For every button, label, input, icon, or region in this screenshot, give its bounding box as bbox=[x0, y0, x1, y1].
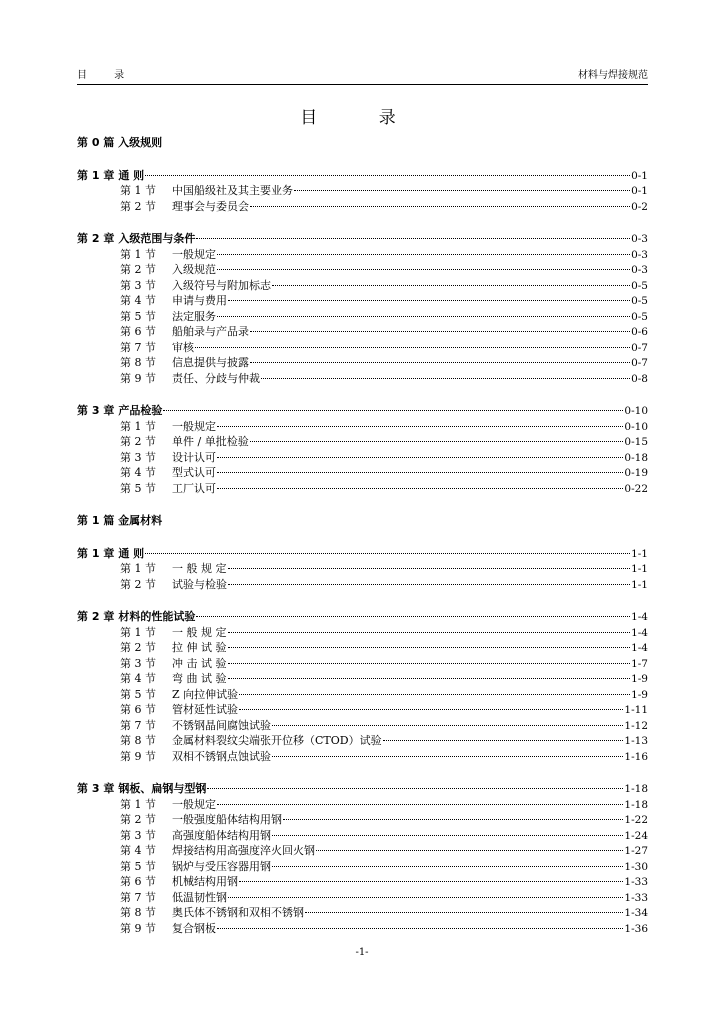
page-reference: 0-7 bbox=[631, 357, 648, 369]
chapter-number: 第 3 章 bbox=[77, 782, 115, 795]
section-number: 第 2 节 bbox=[120, 199, 156, 213]
page-reference: 0-7 bbox=[631, 341, 648, 354]
toc-chapter-entry[interactable] bbox=[77, 168, 648, 184]
toc-section-entry[interactable] bbox=[77, 812, 648, 828]
dot-leader bbox=[228, 632, 631, 633]
dot-leader bbox=[217, 316, 630, 317]
section-title: 申请与费用 bbox=[172, 294, 227, 307]
section-title: 工厂认可 bbox=[172, 481, 216, 495]
page-title: 目 录 bbox=[300, 108, 424, 128]
section-spacer bbox=[77, 214, 648, 231]
page-reference: 0-15 bbox=[624, 436, 648, 448]
dot-leader bbox=[217, 426, 623, 427]
toc-section-entry[interactable] bbox=[77, 309, 648, 325]
section-spacer bbox=[77, 764, 648, 781]
toc-section-entry[interactable] bbox=[77, 921, 648, 937]
toc-section-entry[interactable] bbox=[77, 687, 648, 703]
page-reference: 0-3 bbox=[631, 248, 648, 261]
page-reference: 1-9 bbox=[631, 688, 648, 701]
dot-leader bbox=[217, 472, 623, 473]
dot-leader bbox=[283, 819, 623, 820]
page-reference: 0-19 bbox=[624, 467, 648, 479]
page-number: -1- bbox=[355, 947, 369, 958]
dot-leader bbox=[195, 347, 630, 348]
section-number: 第 1 节 bbox=[120, 562, 156, 575]
section-title: 冲 击 试 验 bbox=[172, 656, 227, 670]
section-title: 入级规范 bbox=[172, 263, 216, 276]
page-reference: 0-5 bbox=[631, 295, 648, 307]
section-number: 第 9 节 bbox=[120, 749, 156, 763]
toc-section-entry[interactable] bbox=[77, 199, 648, 215]
page-reference: 1-24 bbox=[624, 829, 648, 842]
toc-chapter-entry[interactable] bbox=[77, 403, 648, 419]
chapter-title: 通 则 bbox=[118, 168, 145, 182]
section-number: 第 2 节 bbox=[120, 263, 156, 276]
toc-section-entry[interactable] bbox=[77, 183, 648, 199]
page-reference: 0-3 bbox=[631, 233, 648, 245]
dot-leader bbox=[228, 678, 631, 679]
section-number: 第 5 节 bbox=[120, 481, 156, 495]
page-reference: 1-1 bbox=[631, 563, 648, 575]
chapter-title: 钢板、扁钢与型钢 bbox=[118, 782, 207, 795]
toc-section-entry[interactable] bbox=[77, 843, 648, 859]
dot-leader bbox=[250, 331, 630, 332]
section-number: 第 3 节 bbox=[120, 450, 156, 464]
dot-leader bbox=[228, 584, 630, 585]
section-title: 责任、分歧与仲裁 bbox=[172, 371, 260, 385]
page-reference: 1-1 bbox=[631, 547, 648, 560]
section-number: 第 9 节 bbox=[120, 921, 156, 935]
section-title: 入级符号与附加标志 bbox=[172, 278, 271, 292]
section-number: 第 2 节 bbox=[120, 641, 156, 654]
section-number: 第 9 节 bbox=[120, 371, 156, 385]
dot-leader bbox=[228, 568, 631, 569]
dot-leader bbox=[217, 254, 630, 255]
section-title: 弯 曲 试 验 bbox=[172, 672, 227, 685]
section-number: 第 3 节 bbox=[120, 828, 156, 842]
dot-leader bbox=[250, 441, 624, 442]
dot-leader bbox=[145, 175, 630, 176]
section-number: 第 1 节 bbox=[120, 247, 156, 261]
section-title: 低温韧性钢 bbox=[172, 890, 227, 904]
section-title: 设计认可 bbox=[172, 450, 216, 464]
toc-section-entry[interactable] bbox=[77, 874, 648, 890]
page-reference: 0-10 bbox=[624, 420, 648, 433]
dot-leader bbox=[163, 410, 623, 411]
section-spacer bbox=[77, 496, 648, 513]
chapter-number: 第 2 章 bbox=[77, 610, 115, 623]
dot-leader bbox=[228, 663, 631, 664]
section-title: 不锈钢晶间腐蚀试验 bbox=[172, 718, 271, 732]
page-reference: 1-7 bbox=[631, 657, 648, 670]
page-reference: 1-4 bbox=[631, 626, 648, 639]
header-right-title: 材料与焊接规范 bbox=[578, 70, 648, 81]
section-number: 第 7 节 bbox=[120, 340, 156, 354]
dot-leader bbox=[261, 378, 630, 379]
section-number: 第 7 节 bbox=[120, 890, 156, 904]
section-title: 拉 伸 试 验 bbox=[172, 641, 227, 654]
page-reference: 1-33 bbox=[624, 891, 648, 904]
dot-leader bbox=[272, 725, 623, 726]
page-reference: 1-16 bbox=[624, 750, 648, 763]
section-number: 第 5 节 bbox=[120, 859, 156, 873]
page-reference: 1-33 bbox=[624, 876, 648, 888]
section-number: 第 6 节 bbox=[120, 875, 156, 888]
dot-leader bbox=[145, 553, 630, 554]
dot-leader bbox=[196, 238, 630, 239]
dot-leader bbox=[228, 897, 623, 898]
toc-section-entry[interactable] bbox=[77, 890, 648, 906]
toc-section-entry[interactable] bbox=[77, 419, 648, 435]
section-title: 单件 / 单批检验 bbox=[172, 435, 249, 448]
toc-section-entry[interactable] bbox=[77, 340, 648, 356]
toc-section-entry[interactable] bbox=[77, 702, 648, 718]
section-number: 第 4 节 bbox=[120, 672, 156, 685]
section-title: 法定服务 bbox=[172, 309, 216, 323]
toc-section-entry[interactable] bbox=[77, 293, 648, 309]
page-reference: 1-18 bbox=[624, 783, 648, 795]
chapter-number: 第 1 章 bbox=[77, 546, 115, 560]
section-title: 信息提供与披露 bbox=[172, 356, 249, 369]
section-number: 第 3 节 bbox=[120, 278, 156, 292]
section-title: 机械结构用钢 bbox=[172, 875, 238, 888]
page-reference: 0-10 bbox=[624, 405, 648, 417]
toc-section-entry[interactable] bbox=[77, 450, 648, 466]
section-title: 一 般 规 定 bbox=[172, 562, 227, 575]
toc-section-entry[interactable] bbox=[77, 733, 648, 749]
page-reference: 1-22 bbox=[624, 814, 648, 826]
section-spacer bbox=[77, 151, 648, 168]
page-reference: 0-5 bbox=[631, 279, 648, 292]
section-number: 第 4 节 bbox=[120, 466, 156, 479]
section-number: 第 1 节 bbox=[120, 625, 156, 639]
toc-section-entry[interactable] bbox=[77, 262, 648, 278]
section-number: 第 8 节 bbox=[120, 734, 156, 747]
toc-section-entry[interactable] bbox=[77, 905, 648, 921]
chapter-title: 材料的性能试验 bbox=[118, 610, 196, 623]
section-title: Z 向拉伸试验 bbox=[172, 687, 239, 701]
page-reference: 1-36 bbox=[624, 922, 648, 935]
dot-leader bbox=[250, 362, 630, 363]
page-reference: 0-2 bbox=[631, 200, 648, 213]
section-title: 船舶录与产品录 bbox=[172, 325, 249, 338]
dot-leader bbox=[316, 850, 623, 851]
section-title: 理事会与委员会 bbox=[172, 199, 249, 213]
chapter-number: 第 3 章 bbox=[77, 404, 115, 417]
part-heading: 第 1 篇 金属材料 bbox=[77, 514, 163, 527]
table-of-contents bbox=[77, 135, 648, 936]
dot-leader bbox=[228, 647, 631, 648]
toc-chapter-entry[interactable] bbox=[77, 609, 648, 625]
dot-leader bbox=[239, 881, 623, 882]
section-spacer bbox=[77, 386, 648, 403]
toc-section-entry[interactable] bbox=[77, 247, 648, 263]
section-spacer bbox=[77, 592, 648, 609]
section-title: 管材延性试验 bbox=[172, 703, 238, 716]
section-title: 一般规定 bbox=[172, 247, 216, 261]
section-number: 第 6 节 bbox=[120, 703, 156, 716]
section-title: 中国船级社及其主要业务 bbox=[172, 184, 293, 197]
section-title: 一 般 规 定 bbox=[172, 625, 227, 639]
section-title: 试验与检验 bbox=[172, 577, 227, 591]
section-title: 型式认可 bbox=[172, 466, 216, 479]
page-reference: 1-11 bbox=[624, 704, 648, 716]
toc-section-entry[interactable] bbox=[77, 481, 648, 497]
dot-leader bbox=[383, 740, 624, 741]
toc-section-entry[interactable] bbox=[77, 656, 648, 672]
dot-leader bbox=[207, 788, 623, 789]
dot-leader bbox=[272, 866, 623, 867]
dot-leader bbox=[305, 912, 623, 913]
section-title: 一般规定 bbox=[172, 797, 216, 811]
dot-leader bbox=[217, 457, 623, 458]
section-number: 第 4 节 bbox=[120, 844, 156, 857]
page-reference: 0-8 bbox=[631, 372, 648, 385]
section-number: 第 1 节 bbox=[120, 797, 156, 811]
section-title: 一般规定 bbox=[172, 419, 216, 433]
section-number: 第 5 节 bbox=[120, 309, 156, 323]
toc-section-entry[interactable] bbox=[77, 797, 648, 813]
toc-section-entry[interactable] bbox=[77, 671, 648, 687]
running-header bbox=[77, 70, 648, 85]
dot-leader bbox=[272, 285, 630, 286]
section-number: 第 3 节 bbox=[120, 656, 156, 670]
section-title: 复合钢板 bbox=[172, 921, 216, 935]
toc-section-entry[interactable] bbox=[77, 278, 648, 294]
section-title: 金属材料裂纹尖端张开位移（CTOD）试验 bbox=[172, 734, 382, 747]
toc-section-entry[interactable] bbox=[77, 828, 648, 844]
section-title: 审核 bbox=[172, 340, 194, 354]
chapter-title: 入级范围与条件 bbox=[118, 232, 196, 245]
section-title: 奥氏体不锈钢和双相不锈钢 bbox=[172, 906, 304, 919]
section-title: 焊接结构用高强度淬火回火钢 bbox=[172, 844, 315, 857]
section-number: 第 1 节 bbox=[120, 184, 156, 197]
toc-chapter-entry[interactable] bbox=[77, 231, 648, 247]
chapter-title: 通 则 bbox=[118, 546, 145, 560]
part-heading: 第 0 篇 入级规则 bbox=[77, 136, 163, 149]
dot-leader bbox=[239, 709, 623, 710]
section-title: 高强度船体结构用钢 bbox=[172, 828, 271, 842]
toc-section-entry[interactable] bbox=[77, 465, 648, 481]
section-number: 第 2 节 bbox=[120, 435, 156, 448]
dot-leader bbox=[228, 300, 630, 301]
section-title: 锅炉与受压容器用钢 bbox=[172, 859, 271, 873]
toc-section-entry[interactable] bbox=[77, 749, 648, 765]
section-number: 第 2 节 bbox=[120, 577, 156, 591]
page-reference: 1-18 bbox=[624, 798, 648, 811]
dot-leader bbox=[250, 206, 630, 207]
toc-section-entry[interactable] bbox=[77, 718, 648, 734]
chapter-title: 产品检验 bbox=[118, 404, 163, 417]
dot-leader bbox=[217, 928, 623, 929]
toc-section-entry[interactable] bbox=[77, 324, 648, 340]
dot-leader bbox=[217, 804, 623, 805]
toc-section-entry[interactable] bbox=[77, 561, 648, 577]
section-spacer bbox=[77, 529, 648, 546]
page-reference: 1-27 bbox=[624, 845, 648, 857]
chapter-number: 第 1 章 bbox=[77, 168, 115, 182]
dot-leader bbox=[294, 190, 630, 191]
header-left-title: 目 录 bbox=[77, 70, 137, 81]
section-number: 第 8 节 bbox=[120, 356, 156, 369]
section-number: 第 8 节 bbox=[120, 906, 156, 919]
page-reference: 1-13 bbox=[624, 735, 648, 747]
dot-leader bbox=[217, 488, 623, 489]
toc-section-entry[interactable] bbox=[77, 434, 648, 450]
dot-leader bbox=[217, 269, 630, 270]
page-reference: 1-1 bbox=[631, 578, 648, 591]
page-reference: 0-18 bbox=[624, 451, 648, 464]
dot-leader bbox=[239, 694, 630, 695]
toc-section-entry[interactable] bbox=[77, 355, 648, 371]
page-reference: 0-3 bbox=[631, 264, 648, 276]
toc-section-entry[interactable] bbox=[77, 859, 648, 875]
page-reference: 0-1 bbox=[631, 169, 648, 182]
page-reference: 1-9 bbox=[631, 673, 648, 685]
chapter-number: 第 2 章 bbox=[77, 232, 115, 245]
page-reference: 1-30 bbox=[624, 860, 648, 873]
toc-section-entry[interactable] bbox=[77, 371, 648, 387]
toc-section-entry[interactable] bbox=[77, 577, 648, 593]
toc-section-entry[interactable] bbox=[77, 640, 648, 656]
page-reference: 1-12 bbox=[624, 719, 648, 732]
section-number: 第 4 节 bbox=[120, 294, 156, 307]
dot-leader bbox=[272, 756, 623, 757]
page-reference: 1-4 bbox=[631, 642, 648, 654]
toc-chapter-entry[interactable] bbox=[77, 781, 648, 797]
toc-section-entry[interactable] bbox=[77, 625, 648, 641]
page-reference: 0-5 bbox=[631, 310, 648, 323]
section-number: 第 1 节 bbox=[120, 419, 156, 433]
section-number: 第 6 节 bbox=[120, 325, 156, 338]
section-number: 第 2 节 bbox=[120, 813, 156, 826]
section-title: 双相不锈钢点蚀试验 bbox=[172, 749, 271, 763]
toc-chapter-entry[interactable] bbox=[77, 546, 648, 562]
page-reference: 1-4 bbox=[631, 611, 648, 623]
page-reference: 0-1 bbox=[631, 185, 648, 197]
page-reference: 0-22 bbox=[624, 482, 648, 495]
section-title: 一般强度船体结构用钢 bbox=[172, 813, 282, 826]
page-reference: 1-34 bbox=[624, 907, 648, 919]
section-number: 第 7 节 bbox=[120, 718, 156, 732]
section-number: 第 5 节 bbox=[120, 687, 156, 701]
page-reference: 0-6 bbox=[631, 326, 648, 338]
dot-leader bbox=[196, 616, 630, 617]
dot-leader bbox=[272, 835, 623, 836]
